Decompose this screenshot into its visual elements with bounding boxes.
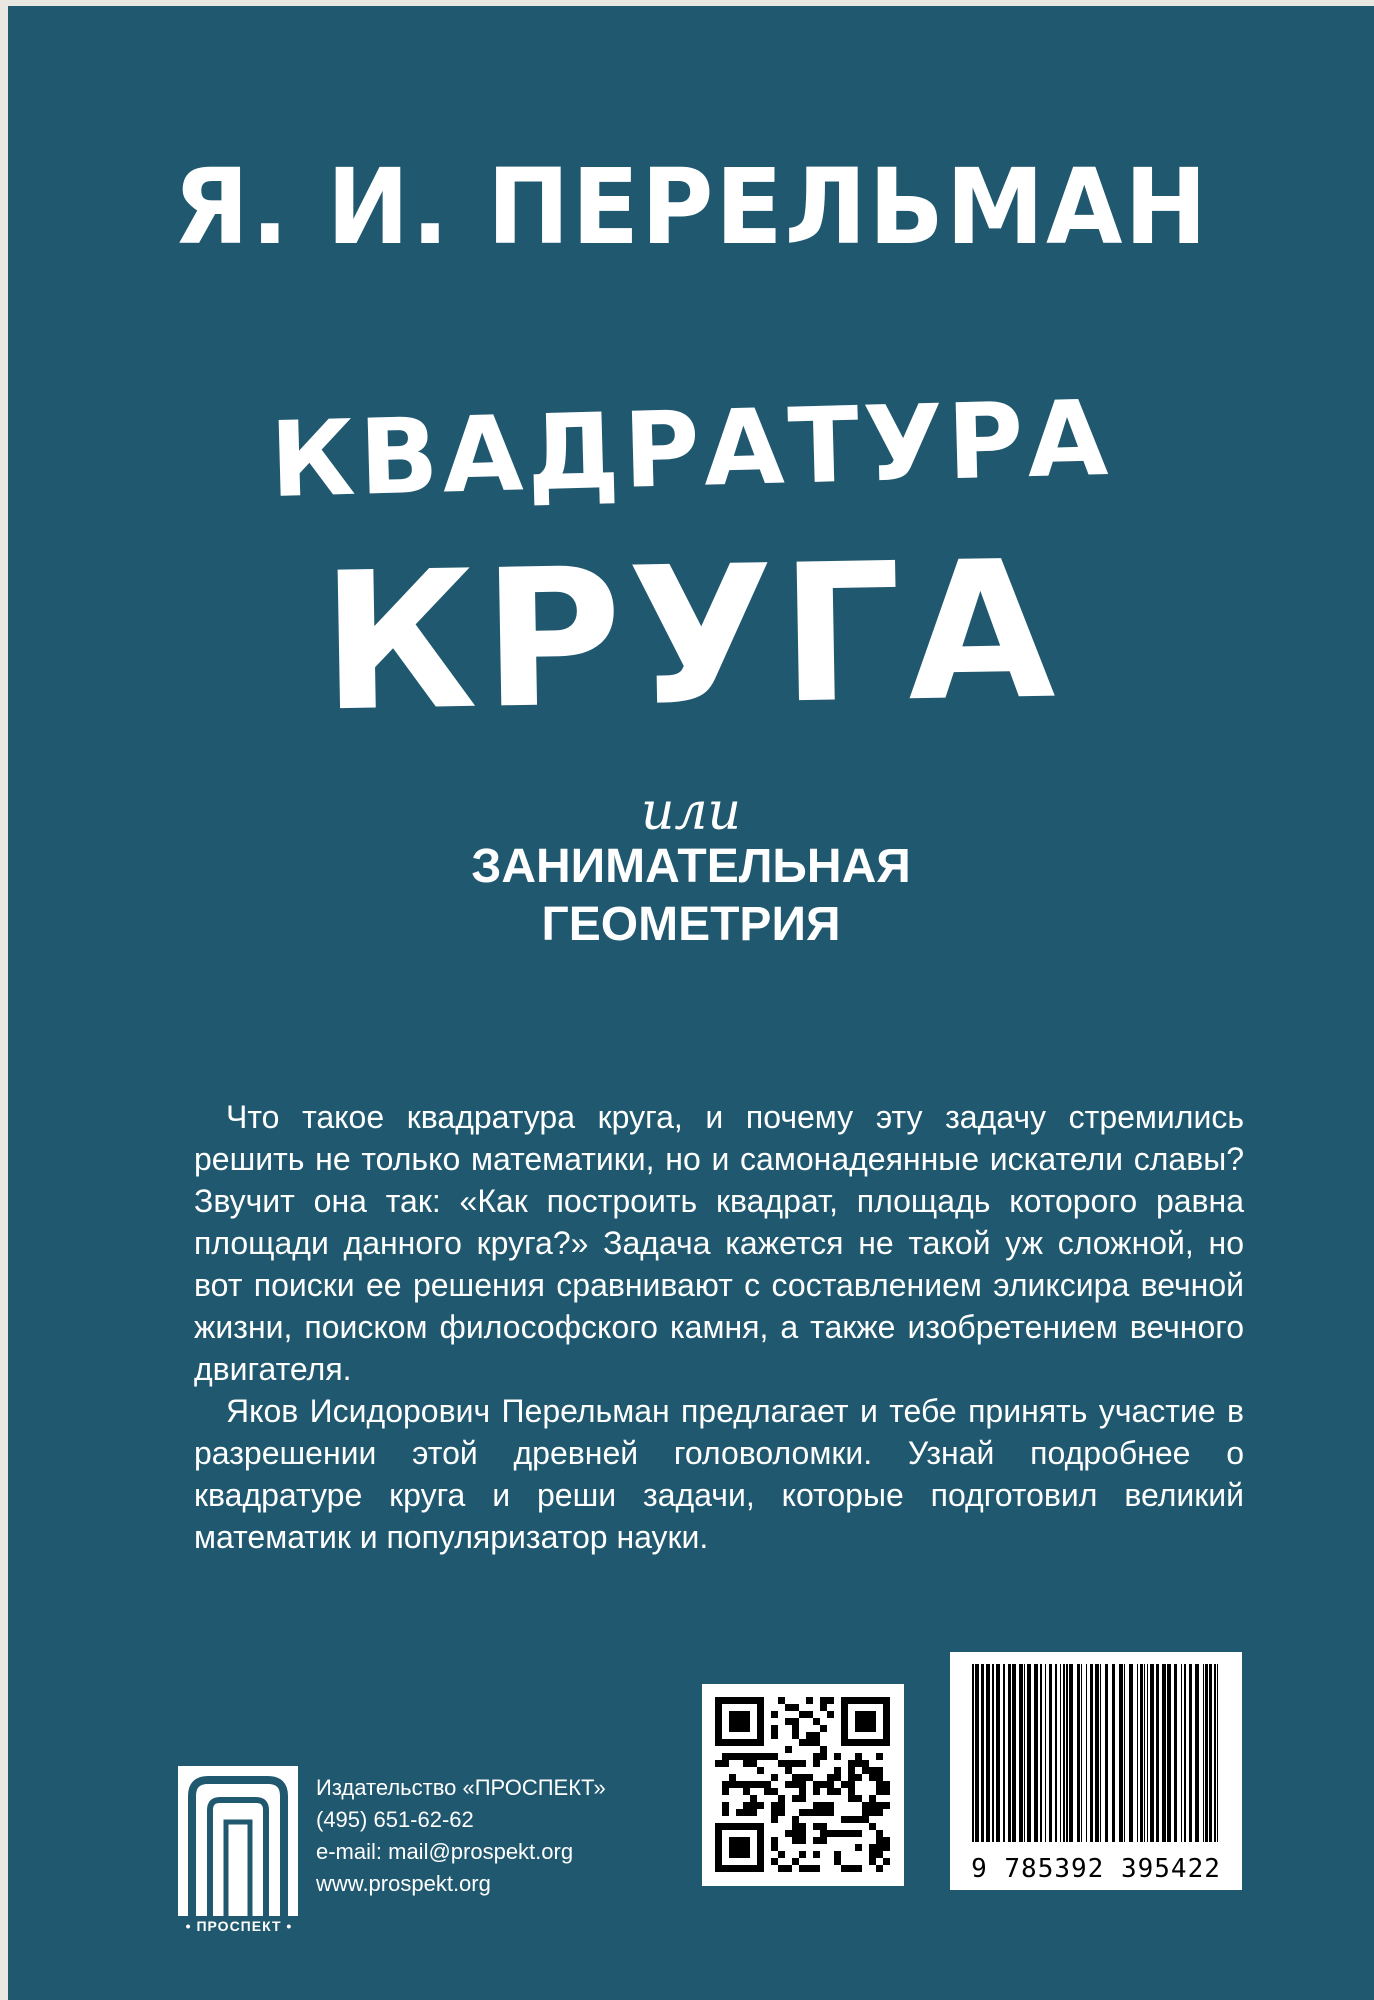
publisher-contacts [316,1772,606,1900]
title-line-1: КВАДРАТУРА [268,377,1114,521]
barcode-digits: 9 785392 395422 [971,1854,1221,1884]
publisher-name: Издательство «ПРОСПЕКТ» [316,1775,606,1800]
description-paragraph-1: Что такое квадратура круга, и почему эту задачу стремились решить не только математики, но и самонадеянные искатели славы? Звучит она так: «Как построить квадрат, площадь которого равна площади данного круга?» Задача кажется не такой уж сложной, но вот поиски ее решения сравнивают с составлением эликсира вечной жизни, поиском философского камня, а также изобретением вечного двигателя. [194,1099,1244,1387]
author-name: Я. И. ПЕРЕЛЬМАН [172,146,1210,268]
subtitle-line-1: ЗАНИМАТЕЛЬНАЯ [471,840,911,893]
book-back-cover [8,6,1374,2000]
subtitle [8,838,1374,954]
title-line-2: КРУГА [319,519,1063,754]
publisher-email: e-mail: mail@prospekt.org [316,1839,574,1864]
publisher-phone: (495) 651-62-62 [316,1807,474,1832]
qr-code-icon [702,1684,904,1886]
book-description [194,1096,1244,1558]
title-connector: или [640,782,742,842]
description-paragraph-2: Яков Исидорович Перельман предлагает и тебе принять участие в разрешении этой древней головоломки. Узнай подробнее о квадратуре круга и реши задачи, которые подготовил великий математик и популяризатор науки. [194,1393,1244,1555]
publisher-logo-label: • ПРОСПЕКТ • [185,1918,293,1934]
prospekt-arch-logo-icon [178,1766,298,1916]
subtitle-line-2: ГЕОМЕТРИЯ [541,898,841,951]
ean-barcode-icon [950,1652,1242,1890]
publisher-website: www.prospekt.org [316,1871,491,1896]
